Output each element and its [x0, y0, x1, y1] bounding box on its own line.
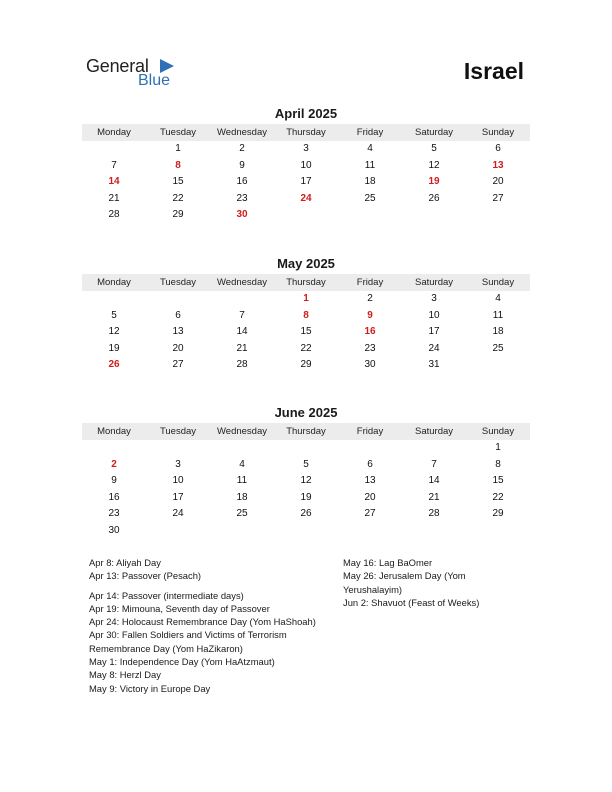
month-title: May 2025	[277, 256, 335, 271]
day-cell: 17	[172, 491, 184, 503]
day-cell: 23	[236, 192, 248, 204]
weekday-label: Thursday	[286, 426, 326, 437]
day-cell: 27	[492, 192, 504, 204]
day-cell: 25	[236, 508, 248, 519]
day-cell	[82, 291, 146, 308]
weekday-label: Saturday	[414, 426, 454, 437]
day-cell	[274, 207, 338, 224]
day-cell: 28	[428, 508, 440, 519]
holiday-day-cell: 14	[108, 176, 120, 187]
day-cell: 5	[111, 309, 117, 321]
holiday-entry: Apr 8: Aliyah Day	[89, 557, 161, 568]
day-cell: 18	[492, 326, 504, 337]
day-cell: 22	[172, 192, 184, 204]
day-cell: 8	[495, 458, 501, 470]
day-cell: 25	[492, 342, 504, 354]
holiday-day-cell: 24	[300, 192, 312, 204]
day-cell: 19	[108, 342, 120, 354]
day-cell: 18	[364, 176, 376, 187]
day-cell: 28	[236, 359, 248, 370]
weekday-label: Sunday	[481, 277, 515, 288]
holiday-entry: Yerushalayim)	[343, 583, 403, 595]
day-cell: 27	[172, 359, 184, 370]
holiday-entry: Remembrance Day (Yom HaZikaron)	[89, 642, 243, 654]
day-cell: 26	[428, 192, 440, 204]
day-cell: 6	[495, 143, 501, 154]
holiday-entry: Jun 2: Shavuot (Feast of Weeks)	[343, 596, 480, 608]
day-cell	[402, 207, 466, 224]
day-cell: 3	[175, 458, 181, 470]
day-cell	[466, 357, 530, 374]
month-calendar	[82, 256, 530, 374]
week-row	[82, 523, 530, 540]
day-cell: 17	[428, 326, 440, 337]
day-cell: 30	[108, 524, 120, 536]
day-cell: 20	[492, 176, 504, 187]
logo	[86, 56, 186, 92]
day-cell: 12	[300, 475, 312, 486]
day-cell	[338, 207, 402, 224]
day-cell: 16	[108, 491, 120, 503]
day-cell: 23	[108, 508, 120, 519]
day-cell: 20	[172, 342, 184, 354]
week-row	[82, 207, 530, 224]
country-title: Israel	[463, 58, 524, 84]
day-cell: 29	[172, 209, 184, 220]
day-cell: 1	[175, 143, 181, 154]
week-row	[82, 191, 530, 208]
weekday-label: Saturday	[414, 127, 454, 138]
day-cell: 14	[428, 475, 440, 486]
weekday-label: Wednesday	[217, 277, 267, 288]
weekday-label: Saturday	[414, 277, 454, 288]
day-cell: 26	[300, 508, 312, 519]
holiday-day-cell: 26	[108, 359, 120, 370]
day-cell	[466, 207, 530, 224]
day-cell: 21	[428, 491, 440, 503]
month-title: June 2025	[274, 405, 338, 420]
day-cell	[146, 440, 210, 457]
holiday-day-cell: 19	[428, 176, 440, 187]
day-cell: 4	[495, 293, 501, 304]
day-cell: 10	[300, 159, 312, 171]
day-cell: 15	[172, 176, 184, 187]
day-cell: 24	[172, 508, 184, 519]
week-row	[82, 308, 530, 325]
logo-general-text: General	[86, 56, 149, 76]
weekday-header	[82, 274, 530, 291]
day-cell: 20	[364, 491, 376, 503]
weekday-label: Friday	[356, 277, 384, 288]
day-cell: 15	[300, 326, 312, 337]
day-cell	[338, 523, 402, 540]
day-cell: 29	[300, 359, 312, 370]
weekday-label: Tuesday	[159, 277, 197, 288]
holiday-entry: Apr 19: Mimouna, Seventh day of Passover	[89, 602, 270, 614]
day-cell: 12	[428, 159, 440, 171]
weekday-header	[82, 124, 530, 141]
day-cell	[274, 440, 338, 457]
week-row	[82, 141, 530, 158]
day-cell: 13	[364, 475, 376, 486]
week-row	[82, 174, 530, 191]
day-cell: 2	[367, 293, 373, 304]
day-cell: 28	[108, 209, 120, 220]
holiday-day-cell: 2	[111, 458, 117, 470]
day-cell: 21	[236, 342, 248, 354]
weekday-label: Tuesday	[159, 426, 197, 437]
holiday-list-right	[343, 556, 479, 609]
day-cell: 25	[364, 192, 376, 204]
month-calendar	[82, 106, 530, 224]
week-row	[82, 324, 530, 341]
day-cell: 16	[236, 176, 248, 187]
day-cell: 1	[495, 442, 501, 453]
day-cell: 5	[431, 143, 437, 154]
day-cell: 24	[428, 342, 440, 354]
day-cell: 7	[431, 458, 437, 470]
holiday-day-cell: 8	[175, 159, 181, 171]
day-cell: 11	[236, 475, 248, 486]
day-cell	[146, 523, 210, 540]
day-cell: 21	[108, 192, 120, 204]
day-cell: 10	[428, 309, 440, 321]
weekday-label: Wednesday	[217, 426, 267, 437]
day-cell: 18	[236, 491, 248, 503]
day-cell: 2	[239, 143, 245, 154]
day-cell	[210, 523, 274, 540]
weekday-label: Monday	[97, 127, 131, 138]
day-cell	[402, 440, 466, 457]
holiday-entry: Apr 24: Holocaust Remembrance Day (Yom HaShoah)	[89, 616, 316, 628]
holiday-entry: May 26: Jerusalem Day (Yom	[343, 570, 466, 582]
day-cell: 4	[367, 143, 373, 154]
day-cell: 10	[172, 475, 184, 486]
week-row	[82, 506, 530, 523]
day-cell: 7	[239, 309, 245, 321]
month-title: April 2025	[274, 106, 338, 121]
day-cell: 9	[239, 159, 245, 171]
day-cell: 11	[364, 159, 376, 171]
month-calendar	[82, 405, 530, 539]
day-cell: 22	[492, 491, 504, 503]
day-cell: 15	[492, 475, 504, 486]
logo-triangle-icon	[160, 59, 174, 73]
day-cell	[210, 291, 274, 308]
day-cell: 22	[300, 342, 312, 354]
logo-blue-text: Blue	[138, 72, 171, 89]
week-row	[82, 341, 530, 358]
holiday-entry: Apr 30: Fallen Soldiers and Victims of Terrorism	[89, 629, 287, 641]
week-row	[82, 440, 530, 457]
holiday-day-cell: 16	[364, 326, 376, 337]
day-cell	[466, 523, 530, 540]
day-cell: 6	[367, 458, 373, 470]
holiday-entry: May 1: Independence Day (Yom HaAtzmaut)	[89, 656, 275, 668]
week-row	[82, 357, 530, 374]
week-row	[82, 490, 530, 507]
day-cell: 27	[364, 508, 376, 519]
day-cell	[338, 440, 402, 457]
holiday-entry: May 9: Victory in Europe Day	[89, 682, 211, 694]
week-row	[82, 457, 530, 474]
day-cell: 3	[303, 143, 309, 154]
day-cell: 14	[236, 326, 248, 337]
weekday-header	[82, 423, 530, 440]
day-cell: 19	[300, 491, 312, 503]
weekday-label: Sunday	[481, 127, 515, 138]
day-cell	[210, 440, 274, 457]
holiday-entry: Apr 13: Passover (Pesach)	[89, 570, 202, 582]
holiday-entry: Apr 14: Passover (intermediate days)	[89, 589, 244, 601]
weekday-label: Thursday	[286, 127, 326, 138]
holiday-entry: May 16: Lag BaOmer	[343, 557, 433, 568]
day-cell: 6	[175, 309, 181, 321]
day-cell: 7	[111, 159, 117, 171]
day-cell	[82, 440, 146, 457]
weekday-label: Sunday	[481, 426, 515, 437]
holiday-day-cell: 13	[492, 159, 504, 171]
week-row	[82, 158, 530, 175]
day-cell: 31	[428, 359, 440, 370]
day-cell: 12	[108, 326, 120, 337]
holiday-day-cell: 9	[367, 309, 373, 321]
weekday-label: Monday	[97, 426, 131, 437]
week-row	[82, 291, 530, 308]
week-row	[82, 473, 530, 490]
day-cell: 9	[111, 475, 117, 486]
day-cell: 29	[492, 508, 504, 519]
day-cell	[82, 141, 146, 158]
day-cell: 17	[300, 176, 312, 187]
weekday-label: Thursday	[286, 277, 326, 288]
holiday-entry: May 8: Herzl Day	[89, 669, 161, 681]
weekday-label: Tuesday	[159, 127, 197, 138]
weekday-label: Wednesday	[217, 127, 267, 138]
day-cell: 23	[364, 342, 376, 354]
weekday-label: Monday	[97, 277, 131, 288]
day-cell: 11	[492, 309, 504, 321]
weekday-label: Friday	[356, 426, 384, 437]
day-cell: 5	[303, 458, 309, 470]
holiday-day-cell: 1	[303, 293, 309, 304]
day-cell: 13	[172, 326, 184, 337]
weekday-label: Friday	[356, 127, 384, 138]
day-cell	[274, 523, 338, 540]
day-cell	[146, 291, 210, 308]
day-cell	[402, 523, 466, 540]
day-cell: 3	[431, 293, 437, 304]
day-cell: 30	[364, 359, 376, 370]
holiday-day-cell: 30	[236, 209, 248, 220]
holiday-list-left	[89, 556, 316, 695]
holiday-day-cell: 8	[303, 309, 309, 321]
day-cell: 4	[239, 458, 245, 470]
